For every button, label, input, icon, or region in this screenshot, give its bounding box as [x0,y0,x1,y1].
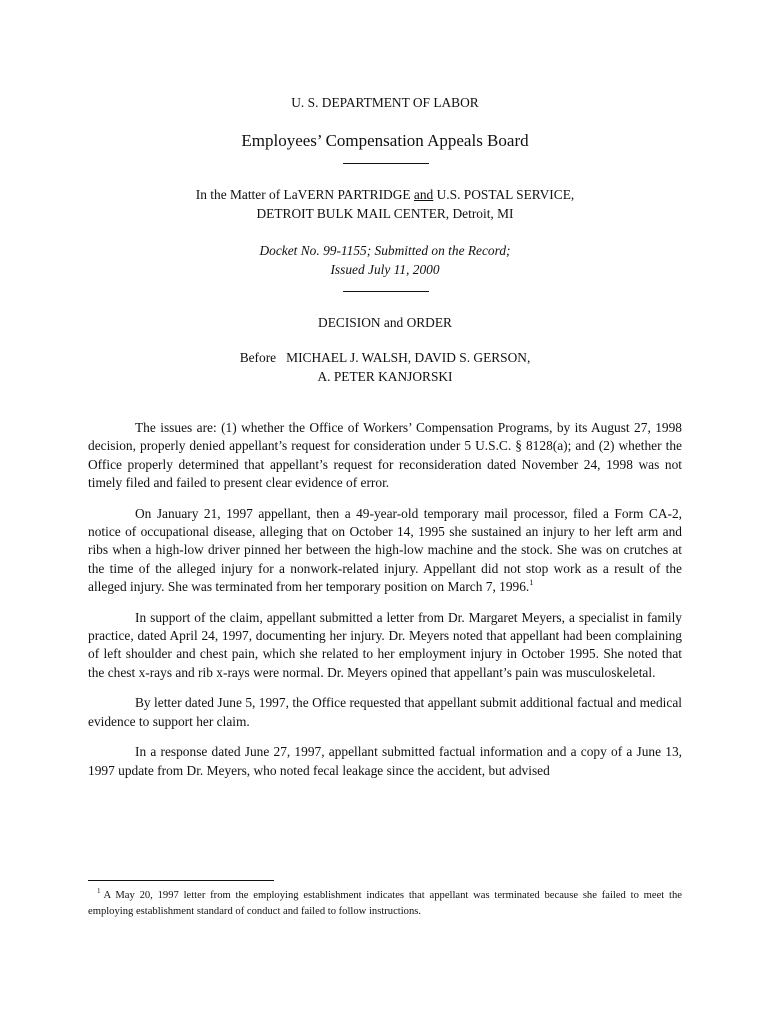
board-members [88,348,682,386]
decision-title: DECISION and ORDER [318,315,452,330]
paragraph-facts-text: On January 21, 1997 appellant, then a 49-year-old temporary mail processor, filed a Form CA-2, notice of occupational disease, alleging that on October 14, 1995 she sustained an injury to her left arm and ribs when a high-low driver pinned her between the high-low machine and the stock. She was on crutches at the time of the alleged injury for a nonwork-related injury. Appellant did not stop work as a result of the alleged injury. She was terminated from her temporary position on March 7, 1996. [88,505,682,594]
docket-info [88,241,682,279]
footnote-divider [88,880,274,881]
footnote [88,888,682,920]
header-divider [343,163,429,164]
board-title: Employees’ Compensation Appeals Board [241,131,529,150]
decision-body [88,419,682,793]
docket-line-2: Issued July 11, 2000 [330,262,440,277]
footnote-text: A May 20, 1997 letter from the employing establishment indicates that appellant was terminated because she failed to meet the employing establishment standard of conduct and failed to follow instructions. [88,890,682,917]
caption-suffix: U.S. POSTAL SERVICE, [433,187,575,202]
paragraph-response: In a response dated June 27, 1997, appellant submitted factual information and a copy of a June 13, 1997 update from Dr. Meyers, who noted fecal leakage since the accident, but advised [88,744,682,778]
docket-divider [343,291,429,292]
footnote-reference[interactable]: 1 [529,577,534,587]
footnote-marker: 1 [97,887,101,895]
paragraph-support: In support of the claim, appellant submitted a letter from Dr. Margaret Meyers, a specialist in family practice, dated April 24, 1997, documenting her injury. Dr. Meyers noted that appellant had been complaining of left shoulder and chest pain, which she related to her employment injury in October 1995. She noted that the chest x-rays and rib x-rays were normal. Dr. Meyers opined that appellant’s pain was musculoskeletal. [88,609,682,680]
caption-and: and [413,187,434,202]
members-line-1: Before MICHAEL J. WALSH, DAVID S. GERSON, [239,350,531,365]
docket-line-1: Docket No. 99-1155; Submitted on the Record; [259,243,511,258]
case-caption [88,185,682,223]
paragraph-facts [88,505,682,596]
caption-line-2: DETROIT BULK MAIL CENTER, Detroit, MI [256,206,514,221]
members-line-2: A. PETER KANJORSKI [317,369,453,384]
paragraph-request: By letter dated June 5, 1997, the Office requested that appellant submit additional factual and medical evidence to support her claim. [88,695,682,729]
paragraph-issues: The issues are: (1) whether the Office of Workers’ Compensation Programs, by its August 27, 1998 decision, properly denied appellant’s request for consideration under 5 U.S.C. § 8128(a); and (2) whether the Office properly determined that appellant’s request for reconsideration dated November 24, 1998 was not timely filed and failed to present clear evidence of error. [88,420,682,490]
agency-heading: U. S. DEPARTMENT OF LABOR [291,95,479,110]
caption-prefix: In the Matter of LaVERN PARTRIDGE [195,187,414,202]
